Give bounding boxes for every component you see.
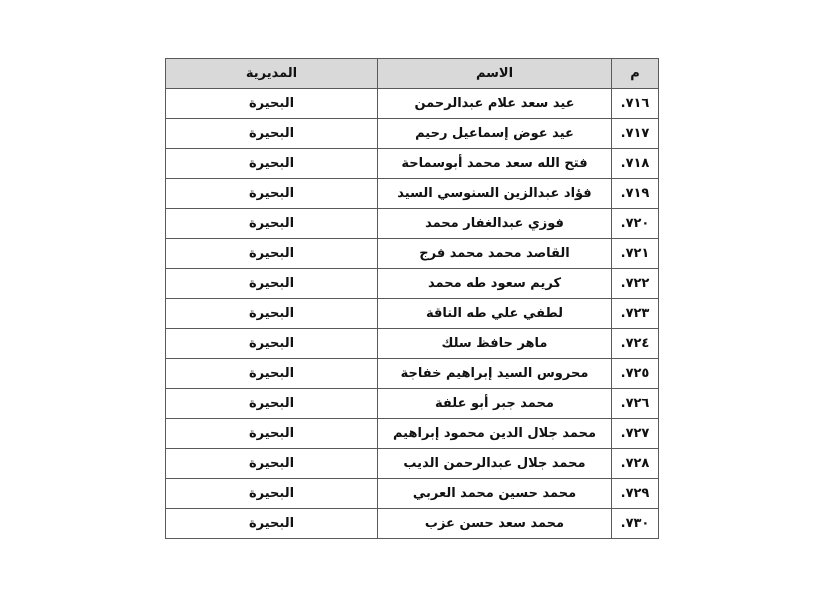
row-name: عيد سعد علام عبدالرحمن — [378, 89, 612, 119]
header-name: الاسم — [378, 59, 612, 89]
row-number: ٧٢٥. — [612, 359, 659, 389]
row-number: ٧١٩. — [612, 179, 659, 209]
table-row — [166, 419, 659, 449]
row-number: ٧٢٢. — [612, 269, 659, 299]
table-row — [166, 509, 659, 539]
row-directorate: البحيرة — [166, 419, 378, 449]
row-name: محمد حسين محمد العربي — [378, 479, 612, 509]
row-directorate: البحيرة — [166, 89, 378, 119]
table-row — [166, 119, 659, 149]
table-header — [166, 59, 659, 89]
table-row — [166, 329, 659, 359]
row-directorate: البحيرة — [166, 389, 378, 419]
table-row — [166, 239, 659, 269]
table-row — [166, 269, 659, 299]
row-number: ٧٢١. — [612, 239, 659, 269]
row-number: ٧٢٨. — [612, 449, 659, 479]
table-row — [166, 149, 659, 179]
table-row — [166, 359, 659, 389]
row-number: ٧١٧. — [612, 119, 659, 149]
row-name: لطفي علي طه الناقة — [378, 299, 612, 329]
table-row — [166, 389, 659, 419]
row-number: ٧١٨. — [612, 149, 659, 179]
table-row — [166, 89, 659, 119]
row-name: محمد جلال عبدالرحمن الديب — [378, 449, 612, 479]
row-number: ٧٣٠. — [612, 509, 659, 539]
row-number: ٧٢٤. — [612, 329, 659, 359]
row-directorate: البحيرة — [166, 449, 378, 479]
row-name: عيد عوض إسماعيل رحيم — [378, 119, 612, 149]
row-name: فوزي عبدالغفار محمد — [378, 209, 612, 239]
row-name: ماهر حافظ سلك — [378, 329, 612, 359]
row-number: ٧٢٧. — [612, 419, 659, 449]
row-name: محروس السيد إبراهيم خفاجة — [378, 359, 612, 389]
table-row — [166, 449, 659, 479]
row-directorate: البحيرة — [166, 329, 378, 359]
row-name: كريم سعود طه محمد — [378, 269, 612, 299]
row-name: محمد جلال الدين محمود إبراهيم — [378, 419, 612, 449]
row-directorate: البحيرة — [166, 269, 378, 299]
row-directorate: البحيرة — [166, 509, 378, 539]
row-directorate: البحيرة — [166, 359, 378, 389]
row-number: ٧٢٠. — [612, 209, 659, 239]
row-name: القاصد محمد محمد فرج — [378, 239, 612, 269]
row-name: فؤاد عبدالزين السنوسي السيد — [378, 179, 612, 209]
table-row — [166, 209, 659, 239]
row-directorate: البحيرة — [166, 299, 378, 329]
row-number: ٧١٦. — [612, 89, 659, 119]
header-row — [166, 59, 659, 89]
table-row — [166, 299, 659, 329]
row-directorate: البحيرة — [166, 149, 378, 179]
row-directorate: البحيرة — [166, 179, 378, 209]
table-row — [166, 479, 659, 509]
row-name: محمد جبر أبو علفة — [378, 389, 612, 419]
row-name: محمد سعد حسن عزب — [378, 509, 612, 539]
table-row — [166, 179, 659, 209]
table-body — [166, 89, 659, 539]
row-name: فتح الله سعد محمد أبوسماحة — [378, 149, 612, 179]
row-number: ٧٢٣. — [612, 299, 659, 329]
row-directorate: البحيرة — [166, 479, 378, 509]
row-directorate: البحيرة — [166, 209, 378, 239]
row-directorate: البحيرة — [166, 119, 378, 149]
row-number: ٧٢٦. — [612, 389, 659, 419]
roster-table — [165, 58, 659, 539]
header-directorate: المديرية — [166, 59, 378, 89]
row-number: ٧٢٩. — [612, 479, 659, 509]
row-directorate: البحيرة — [166, 239, 378, 269]
header-number: م — [612, 59, 659, 89]
